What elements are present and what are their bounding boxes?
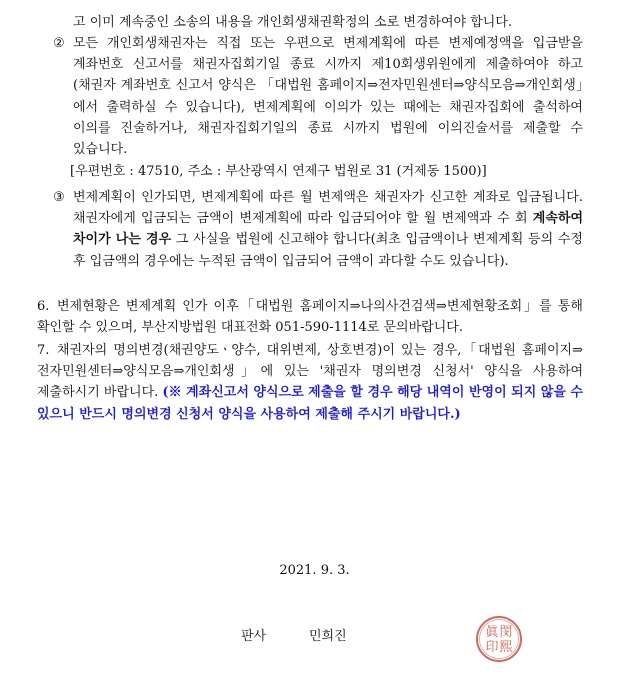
item-2-paragraph: 모든 개인회생채권자는 직접 또는 우편으로 변제계획에 따른 변제예정액을 입금받을 계좌번호 신고서를 채권자집회기일 종료 시까지 제10회생위원에게 제출하여야 하고(채권자 계좌번호 신고서 양식은 「대법원 홈페이지⇒전자민원센터⇒양식모음⇒개인회생」에서 출력하실 수 있습니다), 변제계획에 이의가 있는 때에는 채권자집회에 출석하여 이의를 진술하거나, 채권자집회기일의 종료 시까지 법원에 이의진술서를 제출할 수 있습니다. [73, 36, 583, 158]
judge-seal-stamp-icon [474, 614, 524, 664]
item-3-paragraph [73, 187, 583, 272]
svg-text:閔: 閔 [499, 625, 513, 640]
judge-title: 판사 [241, 629, 267, 644]
text-line-top: 고 이미 계속중인 소송의 내용을 개인회생채권확정의 소로 변경하여야 합니다. [73, 15, 513, 30]
item-3-marker: ③ [53, 190, 65, 205]
item-3-text-after: 그 사실을 법원에 신고해야 합니다(최초 입금액이나 변제계획 등의 수정 후 입금액의 경우에는 누적된 금액이 입금되어 금액이 과다할 수도 있습니다). [73, 232, 583, 269]
document-date: 2021. 9. 3. [279, 563, 350, 578]
svg-text:熙: 熙 [499, 640, 513, 655]
item-6-number: 6. [37, 299, 50, 314]
item-3-emphasis: 계속하여 차이가 나는 경우 [73, 211, 583, 248]
judge-name: 민희진 [309, 629, 347, 644]
svg-text:印: 印 [485, 640, 499, 655]
item-7-number: 7. [37, 343, 50, 358]
court-address: [우편번호 : 47510, 주소 : 부산광역시 연제구 법원로 31 (거제동 1500)] [70, 164, 487, 179]
item-2-marker: ② [53, 36, 65, 51]
item-6-paragraph: 변제현황은 변제계획 인가 이후「대법원 홈페이지⇒나의사건검색⇒변제현황조회」를 통해 확인할 수 있으며, 부산지방법원 대표전화 051-590-1114로 문의바랍니다. [37, 299, 583, 336]
svg-text:眞: 眞 [485, 625, 499, 640]
item-7-notice: (※ 계좌신고서 양식으로 제출을 할 경우 해당 내역이 반영이 되지 않을 수 있으니 반드시 명의변경 신청서 양식을 사용하여 제출해 주시기 바랍니다.) [37, 385, 583, 422]
item-3-text-before: 변제계획이 인가되면, 변제계획에 따른 월 변제액은 채권자가 신고한 계좌로 입금됩니다. 채권자에게 입금되는 금액이 변제계획에 따라 입금되어야 할 월 변제액과 수 회 [73, 190, 583, 227]
item-7-paragraph [37, 340, 583, 425]
item-7-text: 채권자의 명의변경(채권양도ㆍ양수, 대위변제, 상호변경)이 있는 경우,「대법원 홈페이지⇒전자민원센터⇒양식모음⇒개인회생」에 있는 '채권자 명의변경 신청서' 양식을 사용하여 제출하시기 바랍니다. [37, 343, 583, 401]
